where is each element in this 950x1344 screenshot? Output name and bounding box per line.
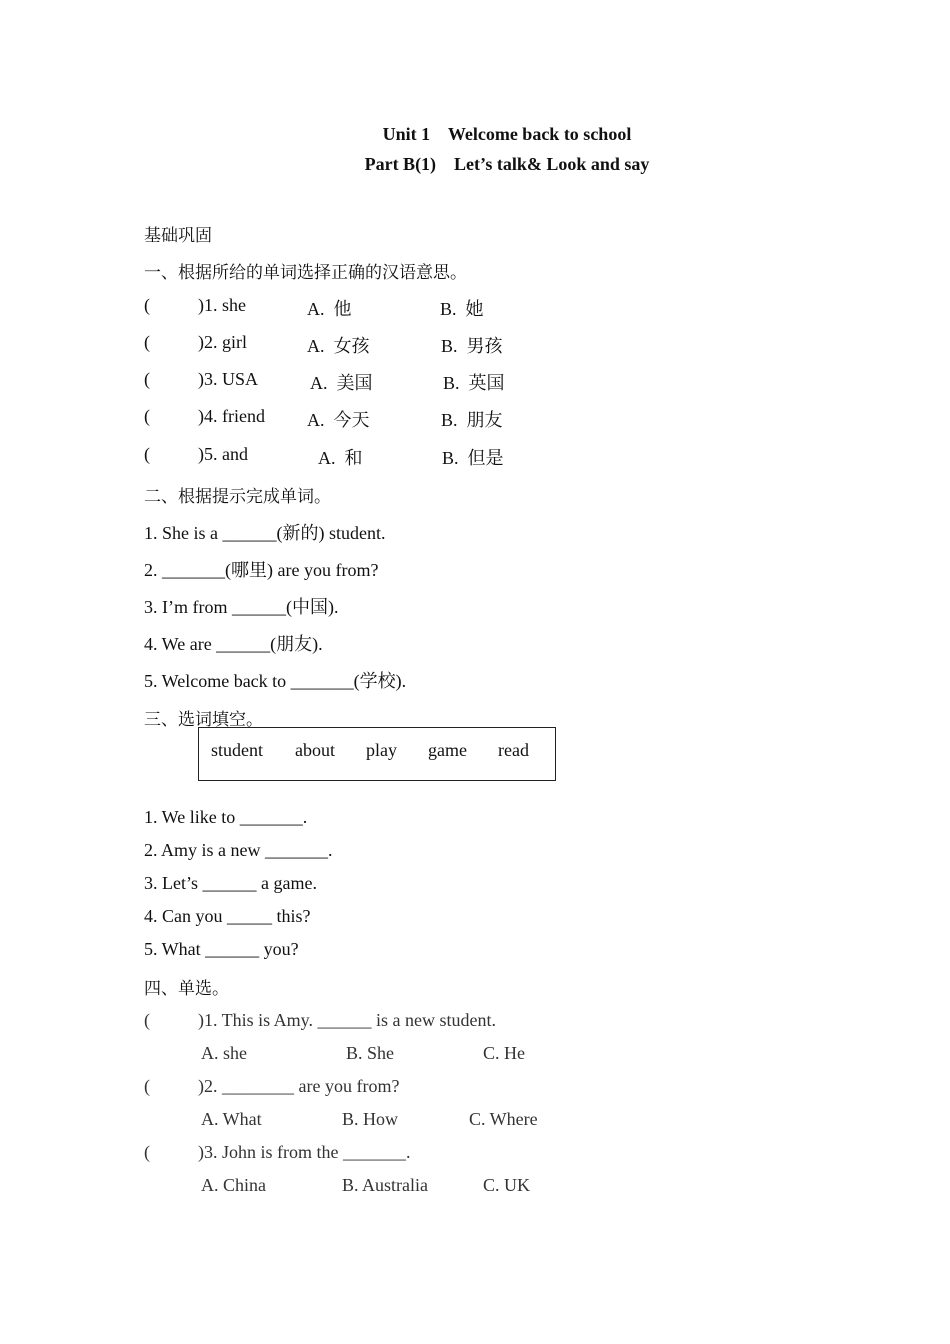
s1-option-b: B. 朋友 bbox=[441, 410, 503, 430]
s3-item-5: 5. What ______ you? bbox=[144, 939, 299, 959]
s1-option-b: B. 男孩 bbox=[441, 336, 503, 356]
answer-paren: ( bbox=[144, 1010, 150, 1030]
s1-option-a: A. 他 bbox=[307, 299, 352, 319]
answer-paren: ( bbox=[144, 1076, 150, 1096]
answer-paren: ( bbox=[144, 1142, 150, 1162]
s4-option-b: B. Australia bbox=[342, 1175, 428, 1195]
s4-option-a: A. she bbox=[201, 1043, 247, 1063]
section-basic-heading: 基础巩固 bbox=[144, 226, 212, 246]
s4-question-text: )2. ________ are you from? bbox=[198, 1076, 400, 1096]
s1-item-word: )2. girl bbox=[198, 332, 247, 352]
word-bank-word: play bbox=[366, 740, 397, 760]
section4-heading: 四、单选。 bbox=[144, 979, 229, 999]
s1-option-b: B. 英国 bbox=[443, 373, 505, 393]
s3-item-2: 2. Amy is a new _______. bbox=[144, 840, 333, 860]
word-bank-word: about bbox=[295, 740, 335, 760]
s1-item-word: )3. USA bbox=[198, 369, 259, 389]
s4-option-b: B. How bbox=[342, 1109, 399, 1129]
s1-option-a: A. 和 bbox=[318, 448, 363, 468]
word-bank-word: read bbox=[498, 740, 529, 760]
s2-item-3: 3. I’m from ______(中国). bbox=[144, 597, 339, 617]
part-title: Part B(1) Let’s talk& Look and say bbox=[364, 154, 650, 174]
s2-item-4: 4. We are ______(朋友). bbox=[144, 634, 323, 654]
s2-item-1: 1. She is a ______(新的) student. bbox=[144, 523, 386, 543]
answer-paren: ( bbox=[144, 295, 150, 315]
s1-option-b: B. 但是 bbox=[442, 448, 504, 468]
s4-option-c: C. He bbox=[483, 1043, 525, 1063]
s1-option-b: B. 她 bbox=[440, 299, 484, 319]
s4-option-c: C. UK bbox=[483, 1175, 531, 1195]
s4-option-a: A. What bbox=[201, 1109, 262, 1129]
s2-item-5: 5. Welcome back to _______(学校). bbox=[144, 671, 407, 691]
s3-item-3: 3. Let’s ______ a game. bbox=[144, 873, 317, 893]
s1-item-word: )5. and bbox=[198, 444, 248, 464]
section1-heading: 一、根据所给的单词选择正确的汉语意思。 bbox=[144, 263, 467, 283]
section2-heading: 二、根据提示完成单词。 bbox=[144, 487, 331, 507]
s1-option-a: A. 女孩 bbox=[307, 336, 370, 356]
section3-heading: 三、选词填空。 bbox=[144, 710, 263, 730]
s4-option-b: B. She bbox=[346, 1043, 395, 1063]
answer-paren: ( bbox=[144, 332, 150, 352]
answer-paren: ( bbox=[144, 369, 150, 389]
s4-question-text: )3. John is from the _______. bbox=[198, 1142, 411, 1162]
word-bank-word: student bbox=[211, 740, 263, 760]
s1-item-word: )4. friend bbox=[198, 406, 265, 426]
answer-paren: ( bbox=[144, 444, 150, 464]
unit-title: Unit 1 Welcome back to school bbox=[382, 124, 632, 144]
s3-item-1: 1. We like to _______. bbox=[144, 807, 308, 827]
s1-option-a: A. 美国 bbox=[310, 373, 373, 393]
s4-option-a: A. China bbox=[201, 1175, 266, 1195]
s4-option-c: C. Where bbox=[469, 1109, 538, 1129]
answer-paren: ( bbox=[144, 406, 150, 426]
s2-item-2: 2. _______(哪里) are you from? bbox=[144, 560, 379, 580]
s3-item-4: 4. Can you _____ this? bbox=[144, 906, 311, 926]
word-bank-word: game bbox=[428, 740, 467, 760]
word-bank-box bbox=[198, 727, 556, 781]
s1-item-word: )1. she bbox=[198, 295, 246, 315]
s4-question-text: )1. This is Amy. ______ is a new student. bbox=[198, 1010, 496, 1030]
s1-option-a: A. 今天 bbox=[307, 410, 370, 430]
